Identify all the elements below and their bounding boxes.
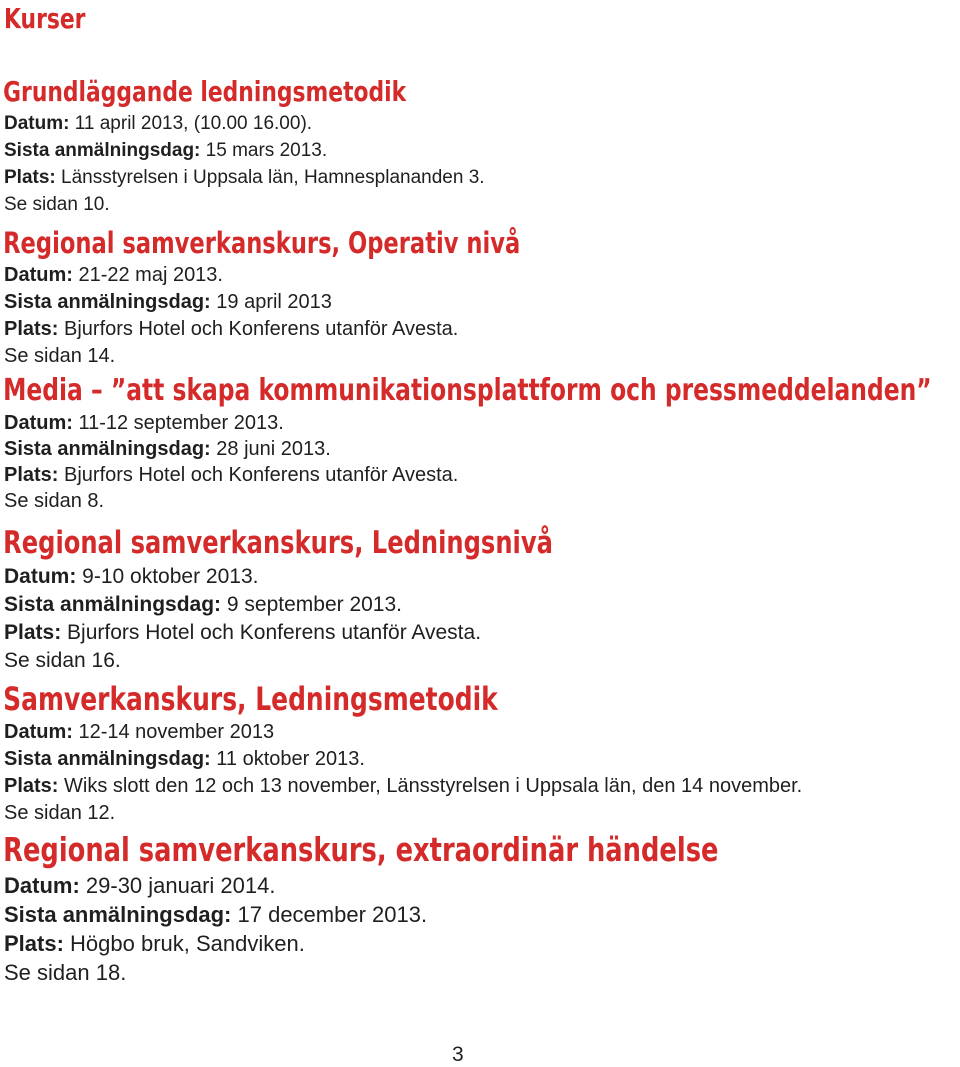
plats-label: Plats: — [4, 775, 59, 797]
datum-label: Datum: — [4, 264, 73, 286]
course-sista-anmalningsdag — [0, 900, 921, 929]
course-se-sidan: Se sidan 8. — [4, 490, 105, 512]
datum-label: Datum: — [4, 721, 73, 743]
datum-label: Datum: — [4, 412, 73, 434]
course-datum — [0, 410, 960, 436]
course-datum — [0, 563, 709, 591]
course-sista-anmalningsdag — [0, 591, 709, 619]
sista-label: Sista anmälningsdag: — [4, 291, 211, 313]
course-plats — [0, 164, 521, 191]
datum-value: 29-30 januari 2014. — [79, 873, 276, 898]
sista-label: Sista anmälningsdag: — [4, 748, 211, 770]
course-sista-anmalningsdag — [0, 746, 802, 773]
datum-label: Datum: — [4, 565, 77, 588]
plats-value: Wiks slott den 12 och 13 november, Länsstyrelsen i Uppsala län, den 14 november. — [58, 775, 803, 797]
course-regional-ledningsniva — [0, 523, 709, 675]
datum-label: Datum: — [4, 113, 70, 134]
course-title: Regional samverkanskurs, Operativ nivå — [3, 226, 521, 260]
course-plats — [0, 929, 921, 958]
sista-value: 28 juni 2013. — [210, 438, 331, 460]
course-se-sidan: Se sidan 18. — [4, 960, 127, 985]
course-sista-anmalningsdag — [0, 289, 667, 316]
plats-value: Bjurfors Hotel och Konferens utanför Avesta. — [58, 318, 459, 340]
sista-value: 11 oktober 2013. — [210, 748, 365, 770]
course-datum — [0, 110, 521, 137]
sista-label: Sista anmälningsdag: — [4, 902, 232, 927]
course-se-sidan: Se sidan 14. — [4, 345, 116, 367]
course-plats — [0, 773, 802, 800]
plats-label: Plats: — [4, 318, 59, 340]
course-sista-anmalningsdag — [0, 137, 521, 164]
course-title: Grundläggande ledningsmetodik — [3, 75, 407, 108]
course-title: Media – ”att skapa kommunikationsplattform och pressmeddelanden” — [3, 373, 932, 408]
sista-value: 19 april 2013 — [210, 291, 332, 313]
sista-label: Sista anmälningsdag: — [4, 438, 211, 460]
course-datum — [0, 262, 667, 289]
course-regional-extraordinar — [0, 829, 921, 987]
course-title: Samverkanskurs, Ledningsmetodik — [3, 680, 498, 718]
datum-value: 12-14 november 2013 — [72, 721, 275, 743]
datum-label: Datum: — [4, 873, 80, 898]
sista-label: Sista anmälningsdag: — [4, 593, 222, 616]
plats-label: Plats: — [4, 931, 64, 956]
plats-value: Bjurfors Hotel och Konferens utanför Avesta. — [61, 621, 482, 644]
course-title: Regional samverkanskurs, extraordinär händelse — [3, 830, 719, 869]
datum-value: 21-22 maj 2013. — [72, 264, 223, 286]
sista-value: 9 september 2013. — [221, 593, 402, 616]
plats-value: Bjurfors Hotel och Konferens utanför Avesta. — [58, 464, 459, 486]
datum-value: 9-10 oktober 2013. — [76, 565, 259, 588]
course-title: Regional samverkanskurs, Ledningsnivå — [3, 525, 553, 561]
plats-value: Länsstyrelsen i Uppsala län, Hamnesplananden 3. — [55, 167, 485, 188]
course-plats — [0, 619, 709, 647]
course-se-sidan: Se sidan 16. — [4, 649, 121, 672]
plats-value: Högbo bruk, Sandviken. — [63, 931, 305, 956]
course-sista-anmalningsdag — [0, 436, 960, 462]
page-number: 3 — [452, 1043, 464, 1066]
course-samverkanskurs-ledningsmetodik — [0, 679, 802, 827]
course-datum — [0, 719, 802, 746]
course-regional-operativ — [0, 224, 667, 370]
sista-value: 15 mars 2013. — [200, 140, 328, 161]
datum-value: 11-12 september 2013. — [72, 412, 284, 434]
sista-value: 17 december 2013. — [231, 902, 428, 927]
course-se-sidan: Se sidan 12. — [4, 802, 116, 824]
datum-value: 11 april 2013, (10.00 16.00). — [69, 113, 313, 134]
plats-label: Plats: — [4, 464, 59, 486]
course-se-sidan: Se sidan 10. — [4, 194, 110, 215]
plats-label: Plats: — [4, 167, 56, 188]
course-media — [0, 372, 960, 514]
sista-label: Sista anmälningsdag: — [4, 140, 201, 161]
page-title: Kurser — [4, 2, 86, 35]
course-plats — [0, 316, 667, 343]
course-datum — [0, 871, 921, 900]
plats-label: Plats: — [4, 621, 62, 644]
course-plats — [0, 462, 960, 488]
course-grundlaggande-ledningsmetodik — [0, 74, 521, 218]
